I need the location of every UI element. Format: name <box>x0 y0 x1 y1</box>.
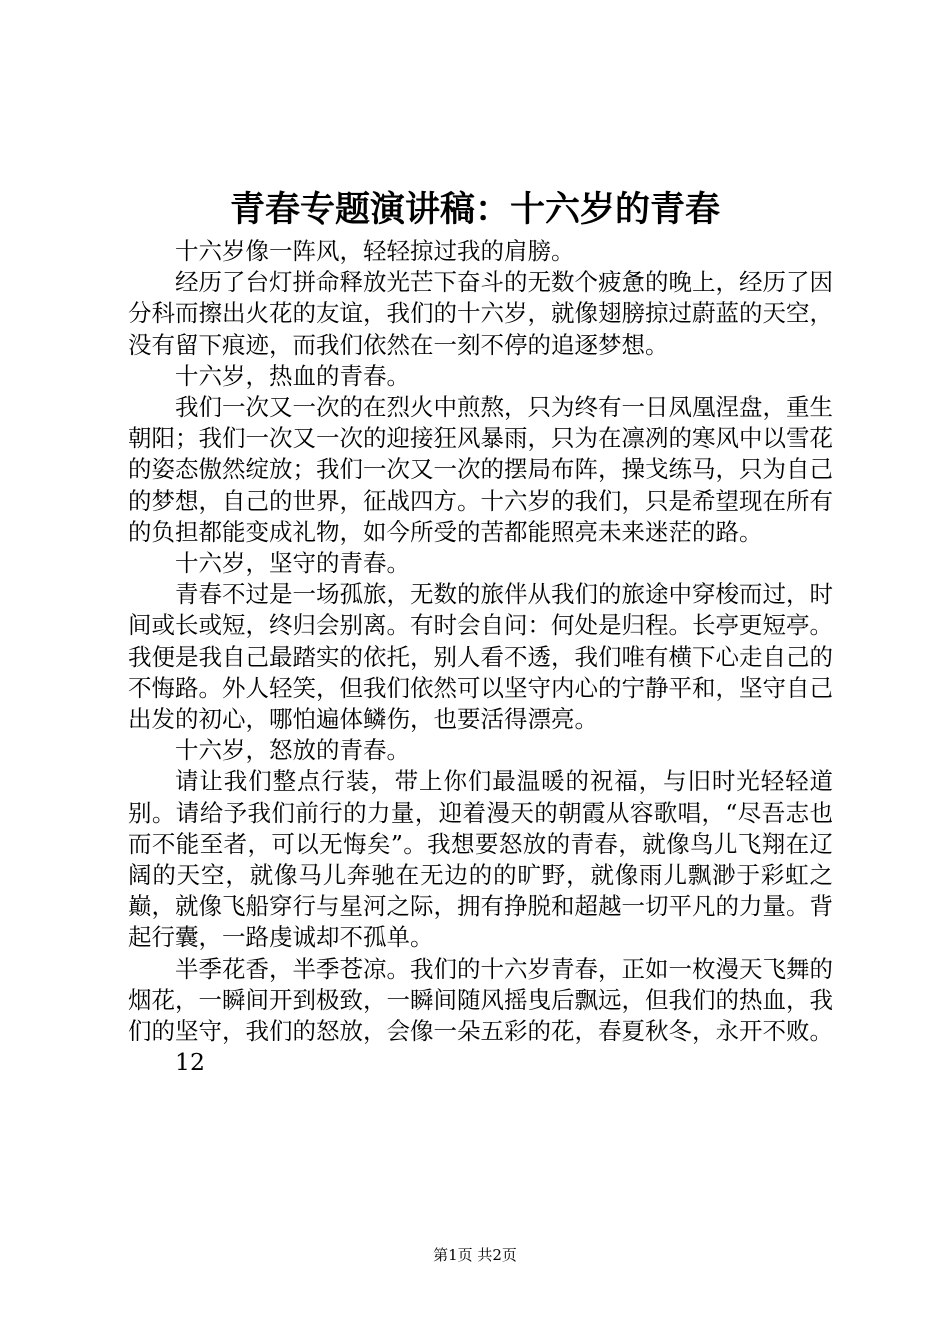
paragraph: 我们一次又一次的在烈火中煎熬，只为终有一日凤凰涅盘，重生朝阳；我们一次又一次的迎接狂风暴雨，只为在凛冽的寒风中以雪花的姿态傲然绽放；我们一次又一次的摆局布阵，操戈练马，只为自己的梦想，自己的世界，征战四方。十六岁的我们，只是希望现在所有的负担都能变成礼物，如今所受的苦都能照亮未来迷茫的路。 <box>128 393 833 546</box>
paragraph: 半季花香，半季苍凉。我们的十六岁青春，正如一枚漫天飞舞的烟花，一瞬间开到极致，一瞬间随风摇曳后飘远，但我们的热血，我们的坚守，我们的怒放，会像一朵五彩的花，春夏秋冬，永开不败。 <box>128 954 833 1046</box>
page-footer: 第1页 共2页 <box>433 1246 517 1264</box>
paragraph: 十六岁，坚守的青春。 <box>175 549 410 578</box>
paragraph: 十六岁像一阵风，轻轻掠过我的肩膀。 <box>175 237 575 265</box>
document-title: 青春专题演讲稿：十六岁的青春 <box>229 189 720 230</box>
document-body <box>128 236 833 1078</box>
paragraph: 请让我们整点行装，带上你们最温暖的祝福，与旧时光轻轻道别。请给予我们前行的力量，迎着漫天的朝霞从容歌唱，“尽吾志也而不能至者，可以无悔矣”。我想要怒放的青春，就像鸟儿飞翔在辽阔的天空，就像马儿奔驰在无边的的旷野，就像雨儿飘渺于彩虹之巅，就像飞船穿行与星河之际，拥有挣脱和超越一切平凡的力量。背起行囊，一路虔诚却不孤单。 <box>128 767 833 952</box>
paragraph: 12 <box>175 1048 205 1077</box>
paragraph: 经历了台灯拼命释放光芒下奋斗的无数个疲惫的晚上，经历了因分科而擦出火花的友谊，我们的十六岁，就像翅膀掠过蔚蓝的天空，没有留下痕迹，而我们依然在一刻不停的追逐梦想。 <box>128 268 833 359</box>
paragraph: 十六岁，怒放的青春。 <box>175 736 410 765</box>
paragraph: 青春不过是一场孤旅，无数的旅伴从我们的旅途中穿梭而过，时间或长或短，终归会别离。有时会自问：何处是归程。长亭更短亭。我便是我自己最踏实的依托，别人看不透，我们唯有横下心走自己的不悔路。外人轻笑，但我们依然可以坚守内心的宁静平和，坚守自己出发的初心，哪怕遍体鳞伤，也要活得漂亮。 <box>128 580 833 734</box>
paragraph: 十六岁，热血的青春。 <box>175 361 410 390</box>
